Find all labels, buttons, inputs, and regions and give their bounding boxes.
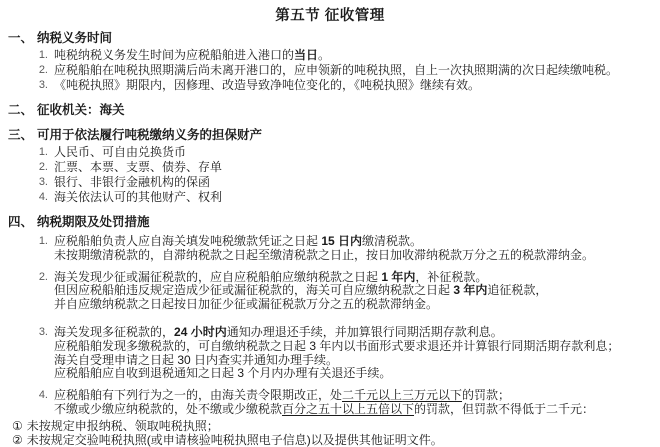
- list-item: [8, 175, 656, 190]
- list-item-text: [54, 190, 656, 205]
- text-line: [54, 160, 656, 175]
- list-item: [8, 235, 656, 263]
- text-run: 银行、非银行金融机构的保函: [54, 175, 211, 189]
- text-run: 《吨税执照》期限内，因修理、改造导致净吨位变化的，《吨税执照》继续有效。: [54, 78, 481, 92]
- list-item-text: [54, 78, 656, 93]
- list-item-text: [54, 175, 656, 190]
- section: [8, 215, 656, 417]
- text-line: [54, 326, 656, 340]
- list-item-text: [54, 235, 656, 263]
- text-line: [54, 145, 656, 160]
- list-item: [8, 48, 656, 63]
- text-run: 吨税纳税义务发生时间为应税船舶进入港口的: [54, 48, 295, 62]
- text-run: 海关依法认可的其他财产、权利: [54, 190, 223, 204]
- list-item-number: 2.: [38, 270, 48, 283]
- text-run: 的罚款，但罚款不得低于二千元：: [414, 401, 595, 416]
- text-line: [54, 190, 656, 205]
- text-run: 二千元以上三万元以下: [342, 388, 463, 403]
- list-item-text: [54, 271, 656, 312]
- section-title: 纳税义务时间: [37, 31, 113, 45]
- text-run: 。: [318, 48, 331, 62]
- list-item-number: 3.: [38, 176, 48, 188]
- list-item-text: [54, 145, 656, 160]
- section-marker: 四、: [8, 215, 34, 229]
- list-item-number: 1.: [38, 235, 48, 247]
- text-line: [54, 367, 656, 381]
- list-item-number: 3.: [38, 79, 48, 91]
- list-item-text: [54, 160, 656, 175]
- text-line: [54, 389, 656, 403]
- text-run: 但因应税船舶违反规定造成少征或漏征税款的，海关可自应缴纳税款之日起: [54, 283, 454, 298]
- section-heading: [8, 128, 656, 143]
- footnote-text: [27, 434, 660, 447]
- section-items: [8, 235, 656, 417]
- footnote-number: ①: [12, 418, 23, 433]
- text-line: [54, 175, 656, 190]
- text-run: 未按期缴清税款的，自滞纳税款之日起至缴清税款之日止，按日加收滞纳税款万分之五的税款滞纳金。: [54, 247, 595, 262]
- section-heading: [8, 103, 656, 118]
- text-line: [54, 340, 656, 354]
- list-item-number: 2.: [38, 64, 48, 76]
- section: [8, 128, 656, 205]
- text-run: 1 年内: [381, 269, 416, 284]
- list-item: [8, 78, 656, 93]
- text-line: [27, 434, 660, 447]
- list-item: [8, 190, 656, 205]
- text-run: 通知办理退还手续，并加算银行同期活期存款利息。: [226, 324, 503, 339]
- page-title: 第五节 征收管理: [275, 8, 385, 24]
- list-item: [8, 326, 656, 381]
- text-line: [54, 78, 656, 93]
- text-run: 海关发现少征或漏征税款的，应自应税船舶应缴纳税款之日起: [54, 269, 382, 284]
- text-run: 百分之五十以上五倍以下: [282, 401, 415, 416]
- section-marker: 二、: [8, 103, 34, 117]
- section-marker: 一、: [8, 31, 34, 45]
- text-run: 应税船舶有下列行为之一的，由海关责令限期改正，处: [54, 388, 343, 403]
- text-line: [54, 403, 656, 417]
- list-item: [8, 145, 656, 160]
- list-item-text: [54, 48, 656, 63]
- text-run: 应税船舶应自收到退税通知之日起 3 个月内办理有关退还手续。: [54, 366, 392, 381]
- list-item: [8, 160, 656, 175]
- text-run: 未按规定申报纳税、领取吨税执照；: [26, 418, 219, 433]
- section-title: 征收机关：海关: [37, 103, 125, 117]
- text-run: 汇票、本票、支票、债券、存单: [54, 160, 223, 174]
- list-item-text: [54, 63, 656, 78]
- footnote-item: [0, 420, 660, 434]
- section-items: [8, 48, 656, 93]
- list-item-text: [54, 326, 656, 381]
- text-run: 24 小时内: [174, 324, 227, 339]
- list-item: [8, 63, 656, 78]
- list-item: [8, 271, 656, 312]
- text-line: [27, 420, 660, 434]
- text-run: 缴清税款。: [362, 234, 423, 248]
- text-run: 15 日内: [321, 234, 363, 248]
- text-line: [54, 235, 656, 249]
- text-run: 应税船舶在吨税执照期满后尚未离开港口的，应申领新的吨税执照，自上一次执照期满的次日起续缴吨税。: [54, 63, 619, 77]
- text-line: [54, 298, 656, 312]
- list-item: [8, 389, 656, 417]
- section-heading: [8, 31, 656, 46]
- text-run: 海关发现多征税款的，: [54, 324, 175, 339]
- text-run: 的罚款；: [462, 388, 511, 403]
- section: [8, 31, 656, 93]
- sections-container: [0, 31, 660, 417]
- text-run: ，补征税款。: [415, 269, 488, 284]
- list-item-text: [54, 389, 656, 417]
- text-run: 应税船舶发现多缴税款的，可自缴纳税款之日起 3 年内以书面形式要求退还并计算银行同期活期存款利息；: [54, 338, 620, 353]
- section-title: 可用于依法履行吨税缴纳义务的担保财产: [37, 128, 263, 142]
- text-run: 未按规定交验吨税执照(或申请核验吨税执照电子信息)以及提供其他证明文件。: [26, 432, 443, 447]
- text-run: 海关自受理申请之日起 30 日内查实并通知办理手续。: [54, 352, 339, 367]
- list-item-number: 3.: [38, 325, 48, 338]
- text-line: [54, 48, 656, 63]
- footnote-item: [0, 434, 660, 447]
- text-run: 追征税款，: [487, 283, 548, 298]
- section: [8, 103, 656, 118]
- text-run: 3 年内: [453, 283, 488, 298]
- list-item-number: 4.: [38, 389, 48, 402]
- list-item-number: 2.: [38, 161, 48, 173]
- list-item-number: 1.: [38, 146, 48, 158]
- text-line: [54, 249, 656, 263]
- footnote-number: ②: [12, 432, 23, 447]
- text-run: 不缴或少缴应纳税款的，处不缴或少缴税款: [54, 401, 283, 416]
- list-item-number: 4.: [38, 191, 48, 203]
- section-items: [8, 145, 656, 205]
- text-run: 应税船舶负责人应自海关填发吨税缴款凭证之日起: [54, 234, 322, 248]
- list-item-number: 1.: [38, 49, 48, 61]
- text-line: [54, 63, 656, 78]
- text-run: 当日: [294, 48, 319, 62]
- section-heading: [8, 215, 656, 230]
- section-marker: 三、: [8, 128, 34, 142]
- footnote-text: [27, 420, 660, 434]
- text-run: 人民币、可自由兑换货币: [54, 145, 187, 159]
- text-run: 并自应缴纳税款之日起按日加征少征或漏征税款万分之五的税款滞纳金。: [54, 297, 439, 312]
- section-title: 纳税期限及处罚措施: [37, 215, 150, 229]
